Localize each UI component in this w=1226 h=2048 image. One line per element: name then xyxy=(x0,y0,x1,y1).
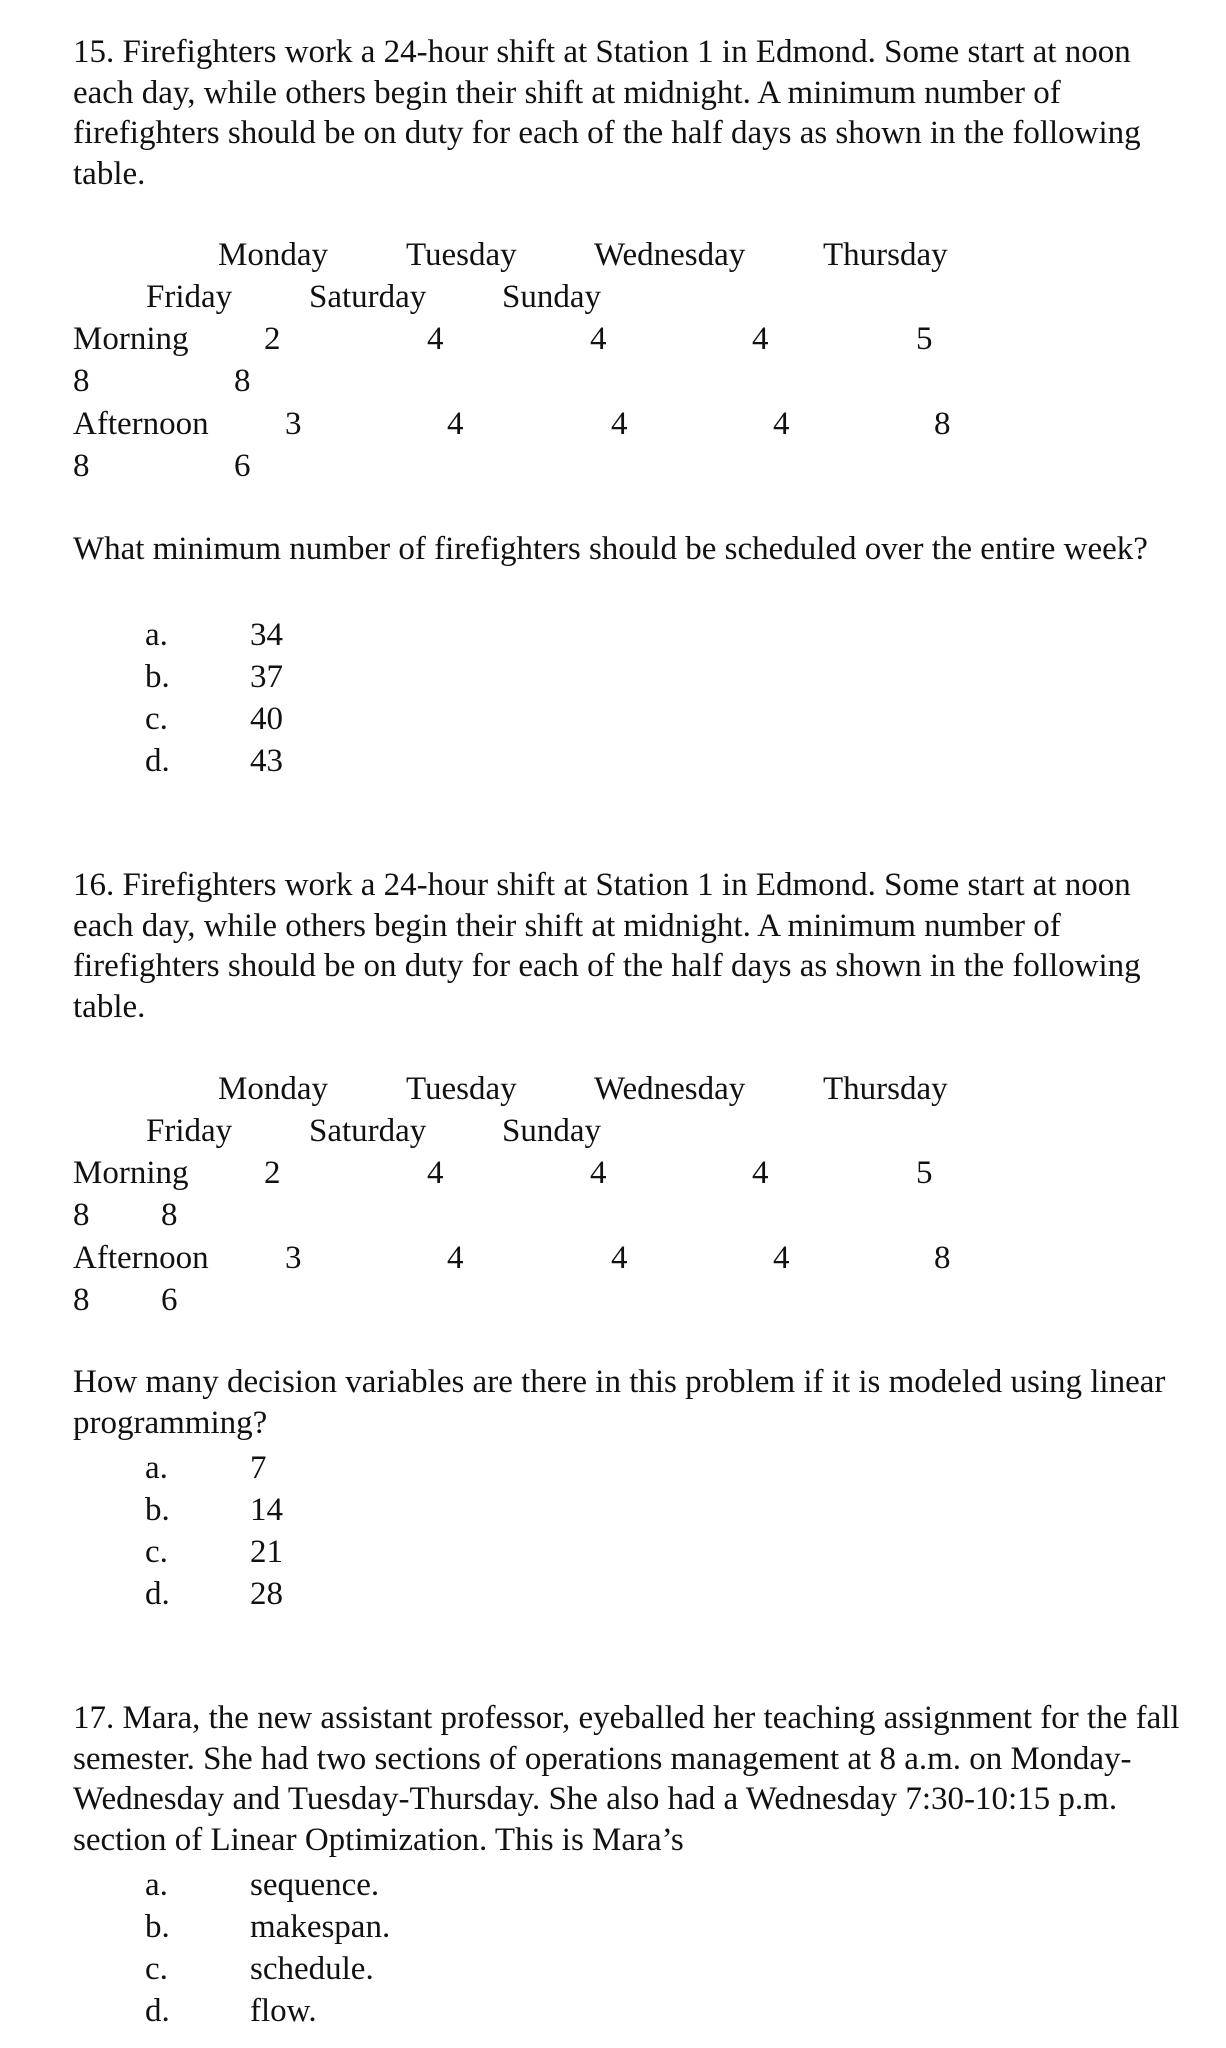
table-cell: 4 xyxy=(773,1240,790,1276)
option-text: 37 xyxy=(250,659,283,695)
table-cell: 4 xyxy=(590,1155,607,1191)
table-cell: 8 xyxy=(234,363,251,399)
table-header-thursday: Thursday xyxy=(823,1071,948,1107)
table-cell: 3 xyxy=(285,1240,302,1276)
table-cell: 4 xyxy=(447,1240,464,1276)
option-text: 14 xyxy=(250,1492,283,1528)
table-cell: 3 xyxy=(285,406,302,442)
table-header-friday: Friday xyxy=(146,1113,233,1149)
row-label-morning: Morning xyxy=(73,321,189,357)
table-cell: 8 xyxy=(161,1197,178,1233)
option-text: makespan. xyxy=(250,1909,391,1945)
table-cell: 4 xyxy=(590,321,607,357)
table-cell: 2 xyxy=(264,1155,281,1191)
table-cell: 8 xyxy=(73,1197,90,1233)
question-16-stem: 16. Firefighters work a 24-hour shift at Station 1 in Edmond. Some start at noon each day, while others begin their shift at midnight. A minimum number of firefighters should be on duty for each of the half days as shown in the following table. xyxy=(73,867,1141,1025)
table-cell: 4 xyxy=(427,321,444,357)
table-cell: 2 xyxy=(264,321,281,357)
option-letter: a. xyxy=(145,617,168,653)
table-header-wednesday: Wednesday xyxy=(594,1071,746,1107)
option-text: 21 xyxy=(250,1534,283,1570)
table-cell: 8 xyxy=(73,363,90,399)
option-letter: a. xyxy=(145,1450,168,1486)
row-label-afternoon: Afternoon xyxy=(73,1240,209,1276)
row-label-morning: Morning xyxy=(73,1155,189,1191)
table-cell: 8 xyxy=(934,1240,951,1276)
table-cell: 4 xyxy=(447,406,464,442)
question-15-stem: 15. Firefighters work a 24-hour shift at Station 1 in Edmond. Some start at noon each day, while others begin their shift at midnight. A minimum number of firefighters should be on duty for each of the half days as shown in the following table. xyxy=(73,34,1141,192)
table-cell: 8 xyxy=(934,406,951,442)
option-text: flow. xyxy=(250,1993,317,2029)
question-15-prompt: What minimum number of firefighters should be scheduled over the entire week? xyxy=(73,531,1148,567)
option-letter: c. xyxy=(145,701,168,737)
question-17-stem: 17. Mara, the new assistant professor, eyeballed her teaching assignment for the fall semester. She had two sections of operations management at 8 a.m. on Monday-Wednesday and Tuesday-Thursday. She also had a Wednesday 7:30-10:15 p.m. section of Linear Optimization. This is Mara’s xyxy=(73,1700,1180,1858)
table-cell: 4 xyxy=(427,1155,444,1191)
option-text: 28 xyxy=(250,1576,283,1612)
option-text: sequence. xyxy=(250,1867,380,1903)
option-text: 40 xyxy=(250,701,283,737)
option-letter: b. xyxy=(145,1909,170,1945)
table-header-tuesday: Tuesday xyxy=(406,1071,517,1107)
table-cell: 6 xyxy=(161,1282,178,1318)
table-cell: 5 xyxy=(916,321,933,357)
option-letter: d. xyxy=(145,1993,170,2029)
option-text: schedule. xyxy=(250,1951,374,1987)
table-header-saturday: Saturday xyxy=(309,1113,427,1149)
row-label-afternoon: Afternoon xyxy=(73,406,209,442)
table-cell: 8 xyxy=(73,1282,90,1318)
table-header-wednesday: Wednesday xyxy=(594,237,746,273)
table-header-saturday: Saturday xyxy=(309,279,427,315)
table-cell: 4 xyxy=(752,321,769,357)
table-cell: 4 xyxy=(773,406,790,442)
table-cell: 4 xyxy=(611,406,628,442)
table-header-thursday: Thursday xyxy=(823,237,948,273)
option-letter: b. xyxy=(145,1492,170,1528)
table-cell: 8 xyxy=(73,448,90,484)
option-letter: c. xyxy=(145,1951,168,1987)
table-header-tuesday: Tuesday xyxy=(406,237,517,273)
table-cell: 5 xyxy=(916,1155,933,1191)
option-letter: d. xyxy=(145,743,170,779)
table-cell: 6 xyxy=(234,448,251,484)
table-header-friday: Friday xyxy=(146,279,233,315)
table-header-monday: Monday xyxy=(218,1071,328,1107)
option-text: 7 xyxy=(250,1450,267,1486)
question-16-prompt: How many decision variables are there in this problem if it is modeled using linear programming? xyxy=(73,1364,1166,1441)
option-letter: c. xyxy=(145,1534,168,1570)
option-text: 43 xyxy=(250,743,283,779)
table-header-sunday: Sunday xyxy=(502,279,601,315)
table-cell: 4 xyxy=(611,1240,628,1276)
table-header-monday: Monday xyxy=(218,237,328,273)
option-letter: a. xyxy=(145,1867,168,1903)
option-text: 34 xyxy=(250,617,283,653)
option-letter: b. xyxy=(145,659,170,695)
table-cell: 4 xyxy=(752,1155,769,1191)
table-header-sunday: Sunday xyxy=(502,1113,601,1149)
option-letter: d. xyxy=(145,1576,170,1612)
